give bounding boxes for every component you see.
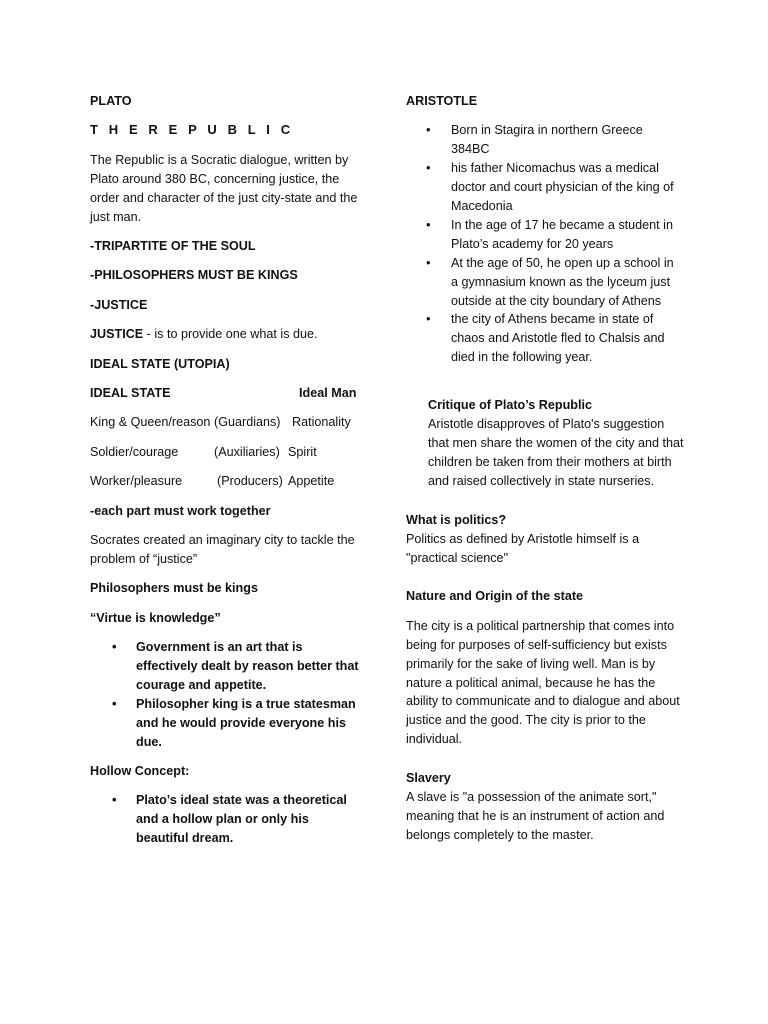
row-class: King & Queen/reason [90, 415, 211, 430]
slavery-heading: Slavery [406, 771, 451, 786]
hollow-heading: Hollow Concept: [90, 763, 190, 778]
together-line: -each part must work together [90, 503, 271, 518]
row-group: (Producers) [217, 474, 283, 489]
list-item: • At the age of 50, he open up a school in a gymnasium known as the lyceum just outside at the city boundary of Athens [426, 254, 674, 308]
virtue-quote: “Virtue is knowledge” [90, 610, 221, 625]
bullet-icon: • [426, 311, 431, 327]
bullet-icon: • [426, 160, 431, 176]
row-class: Soldier/courage [90, 444, 179, 459]
bullet-icon: • [426, 122, 431, 138]
government-bullet-list [90, 638, 362, 751]
nature-text: The city is a political partnership that comes into being for purposes of self-sufficiency but exists primarily for the sake of living well. Man is by nature a political animal, because he has the ability to communicate and to dialogue and about justice and the good. The city is prior to the individual. [406, 618, 680, 747]
politics-heading: What is politics? [406, 512, 507, 527]
aristotle-heading: ARISTOTLE [406, 94, 478, 108]
bullet-icon: • [426, 254, 431, 270]
justice-def-text: - is to provide one what is due. [143, 327, 318, 342]
kings-heading: -PHILOSOPHERS MUST BE KINGS [90, 268, 298, 283]
list-item: • Philosopher king is a true statesman and he would provide everyone his due. [112, 695, 356, 749]
plato-heading: PLATO [90, 94, 132, 108]
justice-term: JUSTICE [90, 327, 144, 342]
nature-heading: Nature and Origin of the state [406, 589, 584, 604]
list-item: • Government is an art that is effectively dealt by reason better that courage and appetite. [112, 639, 359, 692]
justice-heading: -JUSTICE [90, 297, 148, 312]
right-column [406, 92, 684, 845]
soul-heading: -TRIPARTITE OF THE SOUL [90, 238, 256, 253]
list-item: • his father Nicomachus was a medical doctor and court physician of the king of Macedonia [426, 160, 674, 214]
bullet-icon: • [112, 695, 117, 711]
republic-title: T H E R E P U B L I C [90, 122, 294, 138]
ideal-state-heading: IDEAL STATE (UTOPIA) [90, 356, 230, 371]
row-group: (Auxiliaries) [214, 444, 280, 459]
ideal-table-row [90, 472, 362, 491]
bullet-icon: • [112, 639, 117, 655]
aristotle-bullet-list [406, 121, 684, 367]
justice-definition [90, 325, 362, 344]
row-group: (Guardians) [214, 415, 281, 430]
ideal-man-col-header: Ideal Man [299, 385, 357, 400]
row-class: Worker/pleasure [90, 474, 183, 489]
bullet-icon: • [112, 791, 117, 807]
ideal-table-row [90, 413, 362, 432]
socrates-text: Socrates created an imaginary city to tackle the problem of “justice” [90, 532, 355, 566]
ideal-table-header [90, 384, 362, 403]
left-column [90, 92, 362, 858]
bullet-icon: • [426, 216, 431, 232]
critique-heading: Critique of Plato’s Republic [428, 398, 592, 413]
list-item: • the city of Athens became in state of chaos and Aristotle fled to Chalsis and died in the following year. [426, 311, 665, 365]
critique-text: Aristotle disapproves of Plato's suggestion that men share the women of the city and that children be taken from their mothers at birth and raised collectively in state nurseries. [428, 417, 684, 488]
row-virtue: Appetite [288, 474, 335, 489]
list-item: • Plato’s ideal state was a theoretical and a hollow plan or only his beautiful dream. [112, 791, 347, 845]
ideal-state-col-header: IDEAL STATE [90, 385, 171, 400]
list-item: • In the age of 17 he became a student in Plato’s academy for 20 years [426, 216, 673, 251]
kings-subheading: Philosophers must be kings [90, 581, 258, 596]
politics-text: Politics as defined by Aristotle himself is a "practical science" [406, 531, 640, 565]
row-virtue: Rationality [292, 415, 351, 430]
row-virtue: Spirit [288, 444, 317, 459]
hollow-bullet-list [90, 791, 362, 848]
ideal-table-row [90, 443, 362, 462]
list-item: • Born in Stagira in northern Greece 384BC [426, 122, 643, 157]
slavery-text: A slave is "a possession of the animate sort," meaning that he is an instrument of action and belongs completely to the master. [406, 790, 665, 842]
republic-intro: The Republic is a Socratic dialogue, written by Plato around 380 BC, concerning justice, the order and character of the just city-state and the just man. [90, 152, 358, 224]
